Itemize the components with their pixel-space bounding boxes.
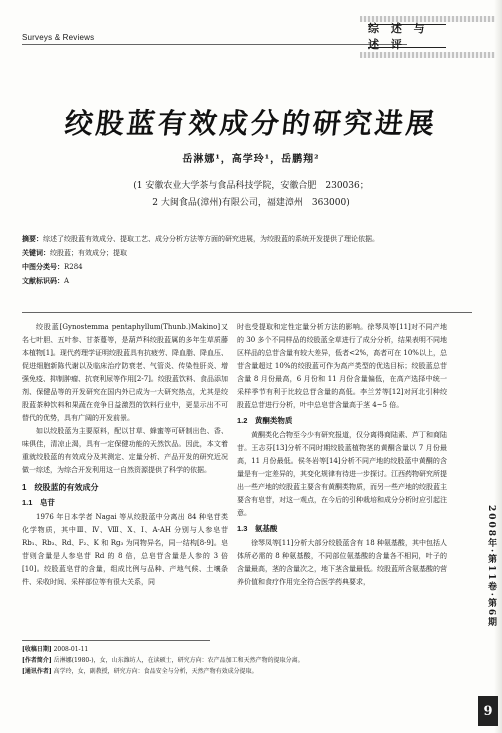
section-heading-1: 1 绞股蓝的有效成分: [22, 483, 99, 492]
received-line: [22, 644, 462, 655]
subsection-heading-1-1: 1.1 皂苷: [22, 498, 55, 507]
clc-code: R284: [64, 263, 83, 271]
footnote-rule: [22, 640, 210, 641]
corresponding-label: [通讯作者]: [22, 668, 52, 675]
article-title: 绞股蓝有效成分的研究进展: [63, 107, 439, 140]
author-bio-label: [作者简介]: [22, 657, 52, 664]
abstract-block: [22, 232, 472, 288]
journal-section-en: Surveys & Reviews: [22, 33, 95, 42]
section-banner: [360, 14, 495, 59]
author-bio-line: [22, 655, 462, 666]
affiliation-1: (1 安徽农业大学茶与食品科技学院，安徽合肥 230036；: [133, 181, 369, 191]
footnote-block: [22, 644, 462, 677]
corresponding-author: 高学玲，女，副教授，研究方向：食品安全与分析，天然产物有效成分提取。: [53, 668, 258, 675]
paragraph-continued: 时也受提取和定性定量分析方法的影响。徐琴凤等[11]对不同产地的 30 多个不同样品的绞股蓝全草进行了成分分析，结果表明不同地区样品的总苷含量有较大差异，低者<2%，高者可在 10%以上，总苷含量超过 10%的绞股蓝可作为高产类型的优选目标；绞股蓝总苷含量 8 月份最高，6 月份和 11 月份含量偏低，在高产选择中统一采样季节有利于比较总苷含量的高低。李兰芳等[12]对河北引种绞股蓝总苷进行分析，叶中总皂苷含量高于茎 4~5 倍。: [237, 323, 447, 409]
received-date: 2008-01-11: [53, 646, 89, 653]
body-column-left: [22, 321, 228, 589]
abstract-rule: [22, 312, 472, 313]
keywords-line: [22, 246, 472, 260]
intro-paragraph-1: 绞股蓝[Gynostemma pentaphyllum(Thunb.)Makino]又名七叶胆、五叶参、甘茶蔓等，是葫芦科绞股蓝属的多年生草质藤本植物[1]。现代药理学证明绞股蓝具有抗疲劳、降血脂、降血压、促进细胞新陈代谢以及临床治疗防衰老、气管炎、传染性肝炎、增强免疫、抑制肿瘤、抗衰利尿等作用[2-7]。绞股蓝饮料、食品添加剂、保健品等的开发研究在国内外已成为一大研究热点，尤其是绞股蓝茶种饮料和果蔬在竞争日益激烈的饮料行业中，更显示出不可替代的优势，具有广阔的开发前景。: [22, 323, 228, 422]
banner-stripe-bottom: [360, 52, 495, 58]
doc-code-line: [22, 274, 472, 288]
clc-line: [22, 260, 472, 274]
paragraph-1-3: 徐琴凤等[11]分析大部分绞股蓝含有 18 种氨基酸，其中包括人体所必需的 8 种氨基酸，不同部位氨基酸的含量各不相同，叶子的含量最高，茎的含量次之，地下茎含量最低。绞股蓝所含氨基酸的营养价值和食疗作用完全符合医学药典要求，: [237, 539, 447, 586]
doc-code-label: 文献标识码：: [22, 276, 64, 285]
subsection-heading-1-2: 1.2 黄酮类物质: [237, 416, 293, 425]
affiliation-2: 2 大闽食品(漳州)有限公司，福建漳州 363000): [152, 198, 350, 208]
author-bio: 岳淋娜(1980-)，女，山东潍坊人，在读硕士，研究方向：农产品加工和天然产物的提取分离。: [53, 657, 304, 664]
issue-side-tab: 2008年·第11卷·第6期: [486, 505, 496, 629]
doc-code: A: [64, 277, 70, 285]
abstract-line: [22, 232, 472, 246]
abstract-text: 综述了绞股蓝有效成分、提取工艺、成分分析方法等方面的研究进展，为绞股蓝的系统开发提供了理论依据。: [43, 235, 379, 243]
section-title-cn: 综 述 与 述 评: [368, 24, 446, 48]
body-column-right: [237, 321, 447, 589]
intro-paragraph-2: 如以绞股蓝为主要原料，配以甘草、蜂蜜等可研制出色、香、味俱佳，清凉止渴，具有一定保健功能的天然饮品。因此，本文着重就绞股蓝的有效成分及其测定、定量分析、产品开发的研究近况做一综述，为综合开发利用这一自然资源提供了科学的依据。: [22, 427, 228, 474]
keywords-text: 绞股蓝；有效成分；提取: [50, 249, 127, 257]
page-number: 9: [478, 696, 498, 726]
keywords-label: 关键词：: [22, 248, 50, 257]
paragraph-1-2: 黄酮类化合物至今少有研究报道，仅分离得商陆素、芦丁和商陆苷。王志芬[13]分析不同时期绞股蓝植物茎的黄酮含量以 7 月份最高，11 月份最低。侯冬岩等[14]分析不同产地的绞股蓝中黄酮的含量是有一定差异的，其变化规律有待进一步探讨。江西药物研究所提出一些产地的绞股蓝主要含有黄酮类物质，而另一些产地的绞股蓝主要含有皂苷，对这一观点，在今后的引种栽培和成分分析时应引起注意。: [237, 431, 447, 517]
authors: 岳淋娜¹，高学玲¹，岳鹏翔²: [182, 154, 320, 165]
clc-label: 中图分类号：: [22, 262, 64, 271]
received-label: [收稿日期]: [22, 646, 52, 653]
abstract-label: 摘要：: [22, 234, 43, 243]
subsection-heading-1-3: 1.3 氨基酸: [237, 524, 278, 533]
paragraph-1-1: 1976 年日本学者 Nagai 等从绞股蓝中分离出 84 种皂苷类化学物质，其中Ⅲ、Ⅳ、Ⅷ、Ⅹ、Ⅰ、A-AH 分别与人参皂苷 Rb₁、Rb₃、Rd、F₂、K 和 Rg₃ 为同物异名，同一结构[8-9]。皂苷则含量是人参皂苷 Rd 的 8 倍，总皂苷含量是人参的 3 倍[10]。绞股蓝皂苷的含量，组成比例与品种、产地气候、土壤条件、采收时间、采样部位等有很大关系，同: [22, 513, 228, 586]
header-rule: [22, 44, 407, 45]
corresponding-line: [22, 666, 462, 677]
